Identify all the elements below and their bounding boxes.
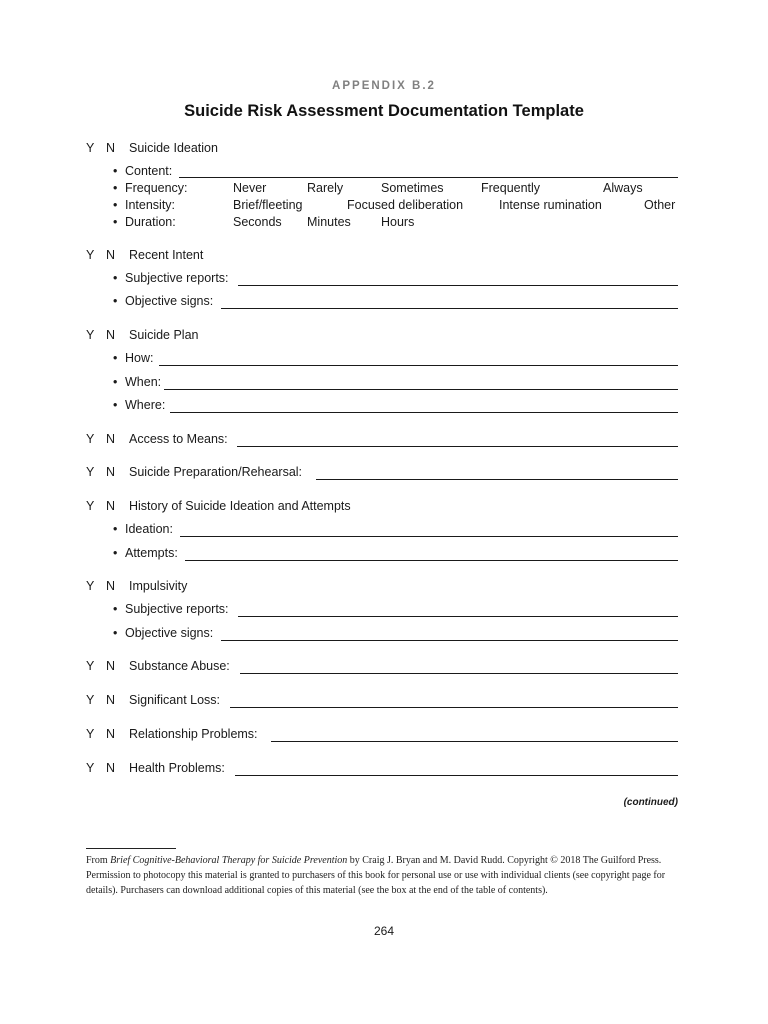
intent-objective-field[interactable] (221, 308, 678, 309)
loss-field[interactable] (230, 707, 678, 708)
section-label-plan: Suicide Plan (129, 328, 199, 342)
plan-how-field[interactable] (159, 365, 678, 366)
bullet-impulsivity-objective: • Objective signs: (113, 626, 214, 640)
frequency-option-frequently[interactable]: Frequently (481, 181, 541, 195)
no-option-plan[interactable]: N (106, 328, 116, 342)
bullet-history-attempts: • Attempts: (113, 546, 178, 560)
no-option-ideation[interactable]: N (106, 141, 116, 155)
section-label-substance: Substance Abuse: (129, 659, 230, 673)
bullet-intensity: • Intensity: (113, 198, 176, 212)
frequency-option-never[interactable]: Never (233, 181, 267, 195)
bullet-history-ideation: • Ideation: (113, 522, 173, 536)
yes-option-ideation[interactable]: Y (86, 141, 95, 155)
intensity-option-focused[interactable]: Focused deliberation (347, 198, 464, 212)
bullet-plan-when: • When: (113, 375, 162, 389)
intensity-option-intense[interactable]: Intense rumination (499, 198, 602, 212)
continued-note: (continued) (623, 797, 678, 808)
yes-option-intent[interactable]: Y (86, 248, 95, 262)
footnote-rule (86, 848, 176, 849)
substance-field[interactable] (240, 673, 678, 674)
section-label-intent: Recent Intent (129, 248, 204, 262)
section-label-means: Access to Means: (129, 432, 228, 446)
yes-option-means[interactable]: Y (86, 432, 95, 446)
plan-when-field[interactable] (164, 389, 678, 390)
yes-option-history[interactable]: Y (86, 499, 95, 513)
no-option-health[interactable]: N (106, 761, 116, 775)
page-number: 264 (373, 924, 395, 938)
section-label-history: History of Suicide Ideation and Attempts (129, 499, 351, 513)
intensity-option-brief[interactable]: Brief/fleeting (233, 198, 303, 212)
no-option-substance[interactable]: N (106, 659, 116, 673)
yes-option-preparation[interactable]: Y (86, 465, 95, 479)
frequency-option-rarely[interactable]: Rarely (307, 181, 344, 195)
bullet-intent-objective: • Objective signs: (113, 294, 214, 308)
duration-option-hours[interactable]: Hours (381, 215, 415, 229)
no-option-impulsivity[interactable]: N (106, 579, 116, 593)
page-title: Suicide Risk Assessment Documentation Template (184, 102, 584, 120)
section-label-ideation: Suicide Ideation (129, 141, 218, 155)
section-label-loss: Significant Loss: (129, 693, 221, 707)
footnote: From Brief Cognitive-Behavioral Therapy for Suicide Prevention by Craig J. Bryan and M. David Rudd. Copyright © 2018 The Guilford Press. Permission to photocopy this material is granted to purchasers of this book for personal use or use with individual clients (see copyright page for details). Purchasers can download additional copies of this material (see the box at the end of the table of contents). (86, 855, 666, 896)
yes-option-plan[interactable]: Y (86, 328, 95, 342)
bullet-plan-where: • Where: (113, 398, 166, 412)
impulsivity-objective-field[interactable] (221, 640, 678, 641)
impulsivity-subjective-field[interactable] (238, 616, 678, 617)
means-field[interactable] (237, 446, 678, 447)
intensity-option-other[interactable]: Other (644, 198, 676, 212)
history-ideation-field[interactable] (180, 536, 678, 537)
duration-option-minutes[interactable]: Minutes (307, 215, 351, 229)
no-option-preparation[interactable]: N (106, 465, 116, 479)
yes-option-relationship[interactable]: Y (86, 727, 95, 741)
history-attempts-field[interactable] (185, 560, 678, 561)
no-option-relationship[interactable]: N (106, 727, 116, 741)
section-label-preparation: Suicide Preparation/Rehearsal: (129, 465, 303, 479)
yes-option-loss[interactable]: Y (86, 693, 95, 707)
intent-subjective-field[interactable] (238, 285, 678, 286)
bullet-frequency: • Frequency: (113, 181, 188, 195)
health-field[interactable] (235, 775, 678, 776)
no-option-intent[interactable]: N (106, 248, 116, 262)
yes-option-impulsivity[interactable]: Y (86, 579, 95, 593)
duration-option-seconds[interactable]: Seconds (233, 215, 282, 229)
yes-option-substance[interactable]: Y (86, 659, 95, 673)
no-option-means[interactable]: N (106, 432, 116, 446)
yes-option-health[interactable]: Y (86, 761, 95, 775)
no-option-loss[interactable]: N (106, 693, 116, 707)
content-field[interactable] (179, 177, 678, 178)
section-label-impulsivity: Impulsivity (129, 579, 188, 593)
preparation-field[interactable] (316, 479, 678, 480)
relationship-field[interactable] (271, 741, 678, 742)
frequency-option-always[interactable]: Always (603, 181, 643, 195)
section-label-relationship: Relationship Problems: (129, 727, 258, 741)
frequency-option-sometimes[interactable]: Sometimes (381, 181, 444, 195)
bullet-intent-subjective: • Subjective reports: (113, 271, 229, 285)
bullet-duration: • Duration: (113, 215, 176, 229)
book-title: Brief Cognitive-Behavioral Therapy for Suicide Prevention (110, 855, 348, 866)
no-option-history[interactable]: N (106, 499, 116, 513)
bullet-content: • Content: (113, 164, 173, 178)
appendix-label: APPENDIX B.2 (332, 80, 436, 92)
plan-where-field[interactable] (170, 412, 678, 413)
bullet-plan-how: • How: (113, 351, 154, 365)
section-label-health: Health Problems: (129, 761, 225, 775)
bullet-impulsivity-subjective: • Subjective reports: (113, 602, 229, 616)
